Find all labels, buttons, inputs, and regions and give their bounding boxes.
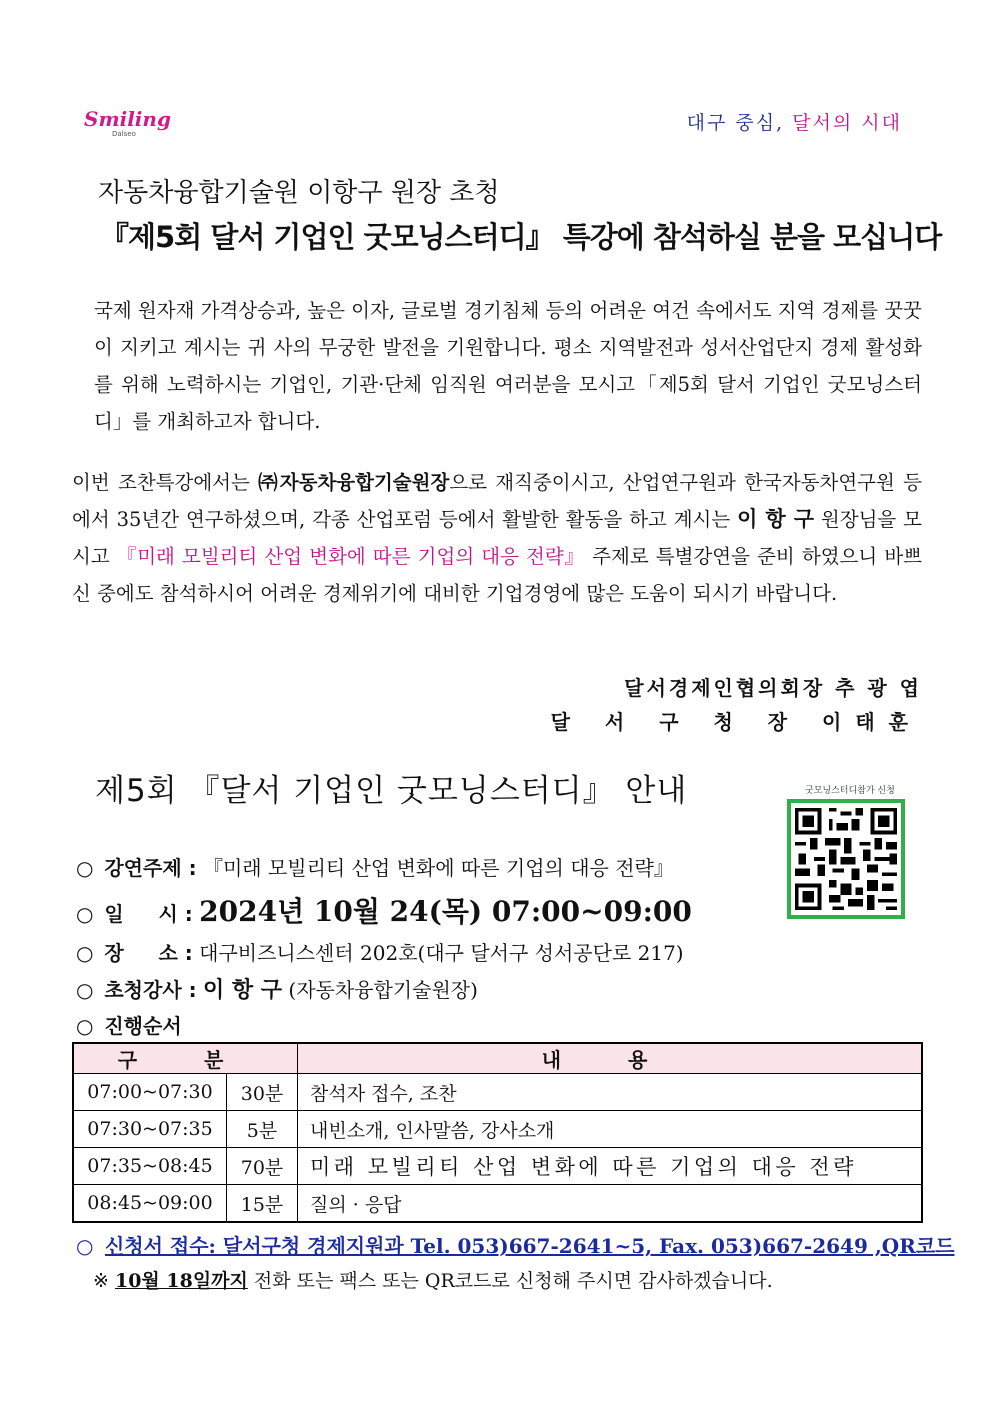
qr-label: 굿모닝스터디참가 신청 xyxy=(805,786,895,796)
application-info xyxy=(76,1230,955,1259)
guide-title: 제5회 『달서 기업인 굿모닝스터디』 안내 xyxy=(95,773,688,809)
time-cell: 07:30~07:35 xyxy=(73,1111,227,1148)
deadline: 10월 18일까지 xyxy=(114,1270,248,1292)
signature-district-head: 달 서 구 청 장 이태훈 xyxy=(550,710,922,734)
content-cell: 참석자 접수, 조찬 xyxy=(298,1074,923,1111)
svg-text:Smiling: Smiling xyxy=(84,107,171,131)
bullet-circle-icon: ○ xyxy=(76,1234,94,1258)
row-order xyxy=(76,1010,182,1039)
table-row xyxy=(73,1148,922,1185)
time-cell: 07:35~08:45 xyxy=(73,1148,227,1185)
order-label: 진행순서 xyxy=(104,1014,182,1038)
intro-paragraph-1 xyxy=(72,292,922,440)
bullet-circle-icon: ○ xyxy=(76,902,94,926)
date-label: 일 시 : xyxy=(104,902,193,926)
bullet-circle-icon: ○ xyxy=(76,978,94,1002)
slogan-part1: 대구 중심, xyxy=(686,112,793,134)
speaker-org-highlight: ㈜자동차융합기술원장 xyxy=(258,471,450,494)
topic-label: 강연주제 : xyxy=(104,856,197,880)
p2-part-d: 주제로 특별강연을 준비 하였으니 바쁘신 중에도 참석하시어 어려운 경제위기에 대비한 기업경영에 많은 도움이 되시기 바랍니다. xyxy=(72,545,923,605)
table-row xyxy=(73,1111,922,1148)
note-mark: ※ xyxy=(93,1270,109,1292)
table-header-row xyxy=(73,1043,922,1074)
subtitle: 자동차융합기술원 이항구 원장 초청 xyxy=(98,178,500,208)
row-place xyxy=(76,937,684,966)
intro-paragraph-2 xyxy=(72,464,922,612)
slogan-part2: 달서의 시대 xyxy=(792,112,902,134)
duration-cell: 30분 xyxy=(227,1074,298,1111)
header-category: 구 분 xyxy=(73,1043,298,1074)
bullet-circle-icon: ○ xyxy=(76,941,94,965)
time-cell: 08:45~09:00 xyxy=(73,1185,227,1223)
row-date xyxy=(76,890,692,930)
content-cell: 미래 모빌리티 산업 변화에 따른 기업의 대응 전략 xyxy=(298,1148,923,1185)
note-text: 전화 또는 팩스 또는 QR코드로 신청해 주시면 감사하겠습니다. xyxy=(247,1270,773,1292)
slogan xyxy=(687,108,902,135)
speaker-label: 초청강사 : xyxy=(104,978,197,1002)
deadline-note xyxy=(93,1266,773,1293)
duration-cell: 70분 xyxy=(227,1148,298,1185)
topic-highlight: 『미래 모빌리티 산업 변화에 따른 기업의 대응 전략』 xyxy=(116,545,586,568)
intro-text-1: 국제 원자재 가격상승과, 높은 이자, 글로벌 경기침체 등의 어려운 여건 속에서도 지역 경제를 꿋꿋이 지키고 계시는 귀 사의 무궁한 발전을 기원합니다. 평소 지역발전과 성서산업단지 경제 활성화를 위해 노력하시는 기업인, 기관·단체 임직원 여러분을 모시고「제5회 달서 기업인 굿모닝스터디」를 개최하고자 합니다. xyxy=(94,299,922,433)
p2-part-a: 이번 조찬특강에서는 xyxy=(72,471,259,494)
row-speaker xyxy=(76,973,478,1004)
p2-part-b: 으로 재직중이시고, 산업연구원과 한국자동차연구원 등에서 35년간 연구하셨으며, 각종 산업포럼 등에서 활발한 활동을 하고 계시는 xyxy=(72,471,922,531)
duration-cell: 5분 xyxy=(227,1111,298,1148)
p2-part-c: 원장님을 모시고 xyxy=(72,508,922,568)
speaker-name-highlight: 이 항 구 xyxy=(737,507,815,531)
time-cell: 07:00~07:30 xyxy=(73,1074,227,1111)
signature-council-chair: 달서경제인협의회장 추 광 엽 xyxy=(624,676,922,700)
bullet-circle-icon: ○ xyxy=(76,1014,94,1038)
bullet-circle-icon: ○ xyxy=(76,856,94,880)
table-row xyxy=(73,1185,922,1223)
content-cell: 내빈소개, 인사말씀, 강사소개 xyxy=(298,1111,923,1148)
duration-cell: 15분 xyxy=(227,1185,298,1223)
place-label: 장 소 : xyxy=(104,941,193,965)
smiling-dalseo-logo xyxy=(82,104,172,138)
qr-code-icon[interactable] xyxy=(787,799,905,919)
page-title: 『제5회 달서 기업인 굿모닝스터디』 특강에 참석하실 분을 모십니다 xyxy=(100,220,942,254)
row-topic xyxy=(76,852,674,881)
application-text: 신청서 접수: 달서구청 경제지원과 Tel. 053)667-2641~5, Fax. 053)667-2649 ,QR코드 xyxy=(104,1234,955,1258)
topic-value: 『미래 모빌리티 산업 변화에 따른 기업의 대응 전략』 xyxy=(202,856,674,880)
speaker-name: 이 항 구 xyxy=(202,978,283,1003)
content-cell: 질의 · 응답 xyxy=(298,1185,923,1223)
table-row xyxy=(73,1074,922,1111)
intro-text-2 xyxy=(72,464,922,612)
header-content: 내 용 xyxy=(298,1043,923,1074)
schedule-table xyxy=(72,1042,923,1223)
place-value: 대구비즈니스센터 202호(대구 달서구 성서공단로 217) xyxy=(199,941,684,965)
speaker-org: (자동차융합기술원장) xyxy=(288,978,478,1002)
date-value: 2024년 10월 24(목) 07:00~09:00 xyxy=(199,895,692,928)
svg-text:Dalseo: Dalseo xyxy=(112,130,136,138)
